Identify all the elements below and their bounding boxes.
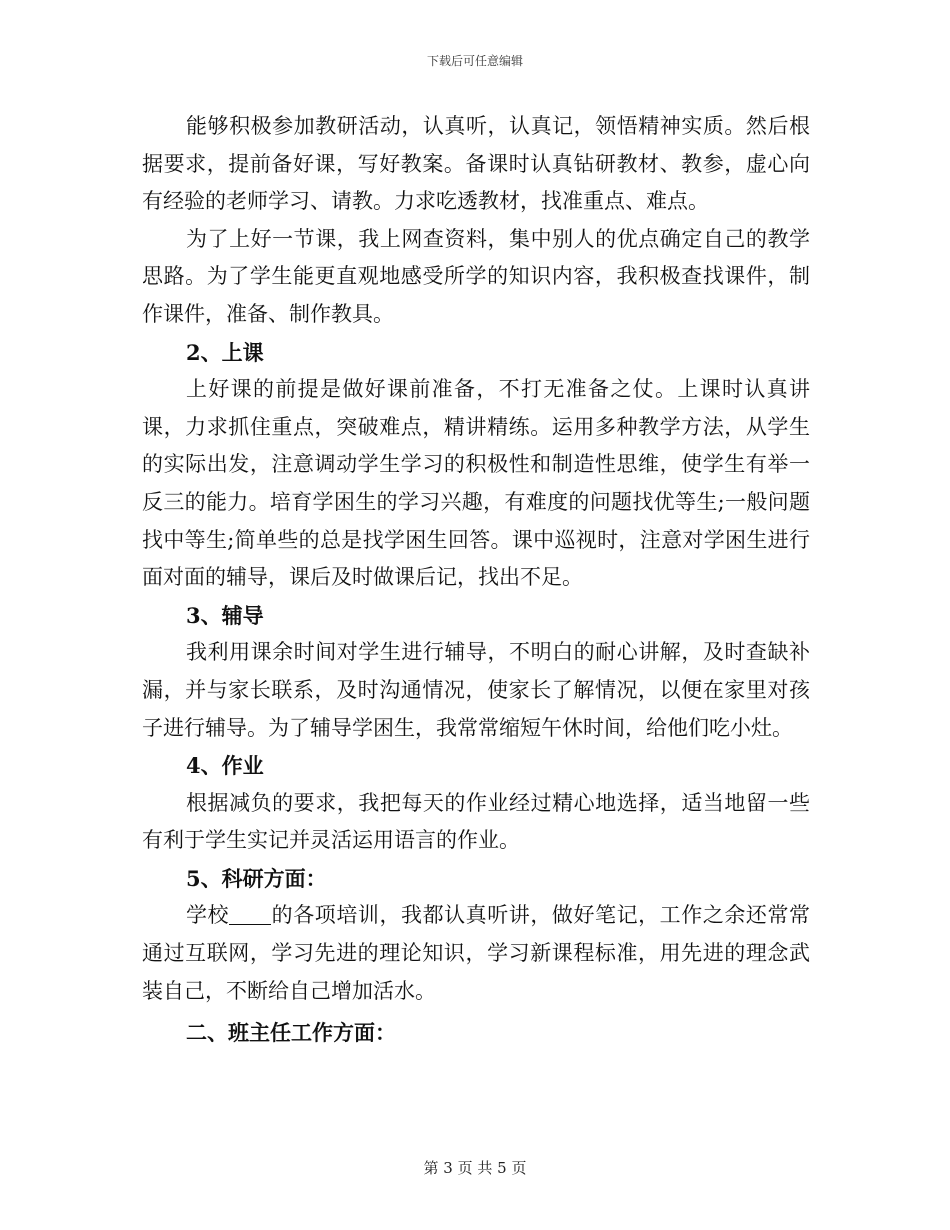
heading-tutoring: 3、辅导 [186, 602, 264, 628]
heading-lecture: 2、上课 [186, 339, 264, 365]
research-text-rest: 的各项培训，我都认真听讲，做好笔记，工作之余还常常通过互联网，学习先进的理论知识，学习新课程标准，用先进的理念武装自己，不断给自己增加活水。 [142, 903, 811, 1003]
paragraph-research [142, 897, 810, 1010]
document-body [142, 108, 810, 1052]
paragraph-homework: 根据减负的要求，我把每天的作业经过精心地选择，适当地留一些有利于学生实记并灵活运用语言的作业。 [142, 790, 810, 853]
paragraph-lecture: 上好课的前提是做好课前准备，不打无准备之仗。上课时认真讲课，力求抓住重点，突破难点，精讲精练。运用多种教学方法，从学生的实际出发，注意调动学生学习的积极性和制造性思维，使学生有举一反三的能力。培育学困生的学习兴趣，有难度的问题找优等生;一般问题找中等生;简单些的总是找学困生回答。课中巡视时，注意对学困生进行面对面的辅导，课后及时做课后记，找出不足。 [142, 377, 810, 590]
heading-research: 5、科研方面： [186, 865, 327, 891]
blank-underline [229, 903, 271, 925]
paragraph-tutoring: 我利用课余时间对学生进行辅导，不明白的耐心讲解，及时查缺补漏，并与家长联系，及时沟通情况，使家长了解情况，以便在家里对孩子进行辅导。为了辅导学困生，我常常缩短午休时间，给他们吃小灶。 [142, 640, 810, 740]
page-header: 下载后可任意编辑 [426, 54, 523, 68]
page-footer: 第 3 页 共 5 页 [423, 1159, 527, 1177]
research-text-start: 学校 [186, 903, 230, 928]
paragraph-prep-activities: 能够积极参加教研活动，认真听，认真记，领悟精神实质。然后根据要求，提前备好课，写好教案。备课时认真钻研教材、教参，虚心向有经验的老师学习、请教。力求吃透教材，找准重点、难点。 [142, 114, 810, 214]
heading-class-teacher-work: 二、班主任工作方面： [186, 1020, 396, 1046]
heading-homework: 4、作业 [186, 753, 264, 779]
paragraph-prep-resources: 为了上好一节课，我上网查资料，集中别人的优点确定自己的教学思路。为了学生能更直观地感受所学的知识内容，我积极查找课件，制作课件，准备、制作教具。 [142, 226, 810, 326]
